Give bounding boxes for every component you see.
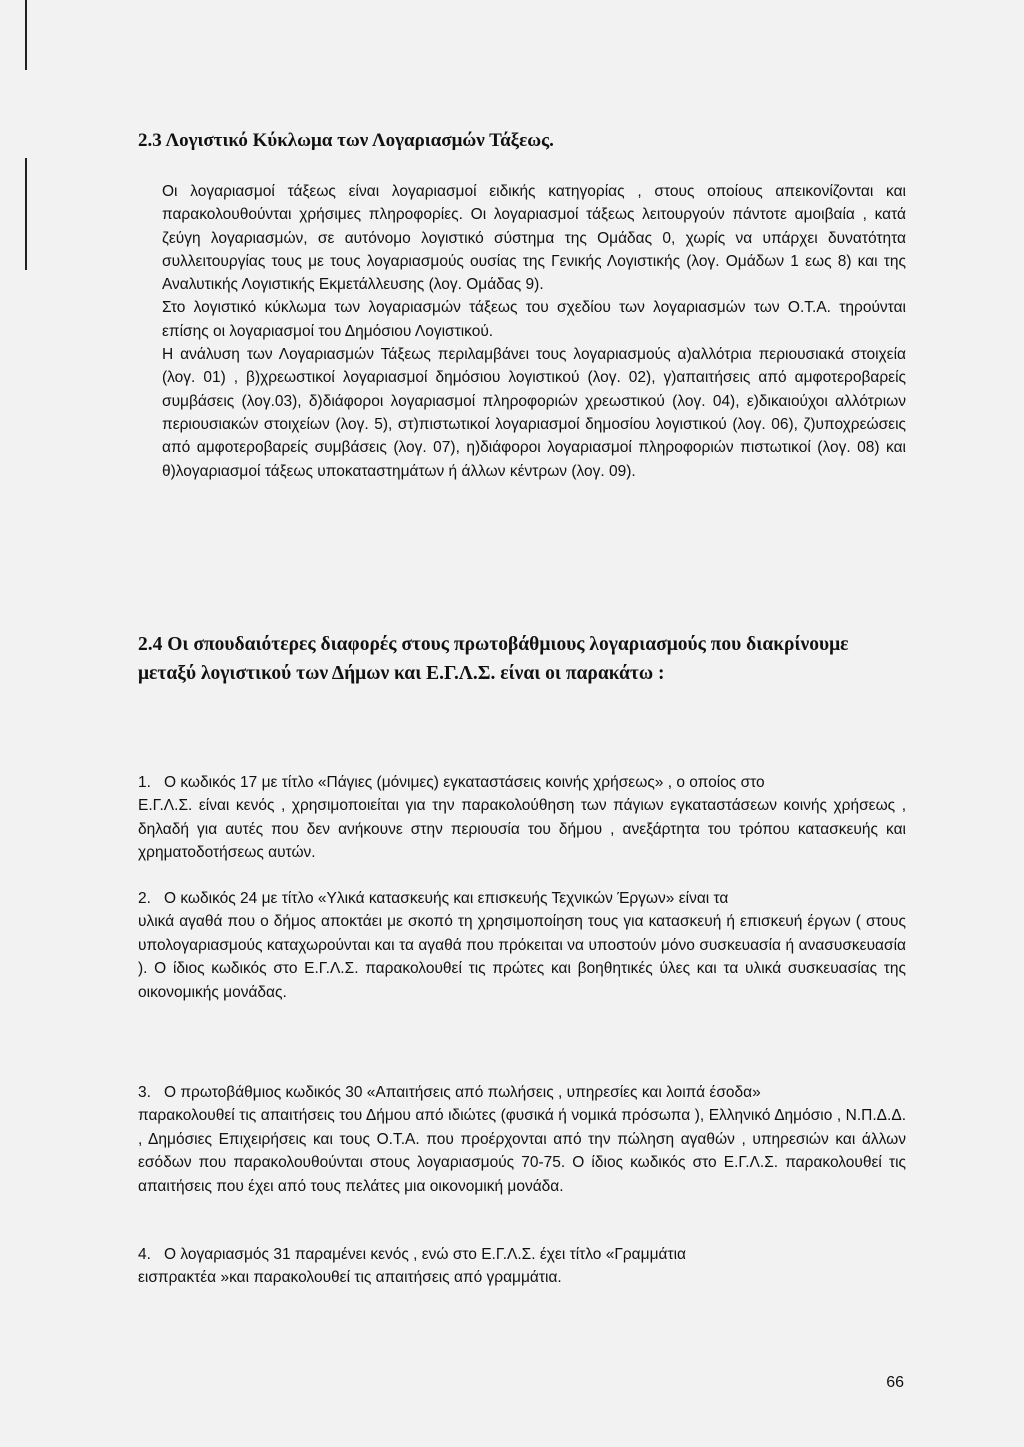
section-2-3-title: 2.3 Λογιστικό Κύκλωμα των Λογαριασμών Τάξεως. — [138, 130, 554, 151]
list-item — [138, 771, 906, 865]
paragraph: Στο λογιστικό κύκλωμα των λογαριασμών τάξεως του σχεδίου των λογαριασμών των Ο.Τ.Α. τηρούνται επίσης οι λογαριασμοί του Δημόσιου Λογιστικού. — [162, 299, 906, 340]
page-number: 66 — [886, 1374, 904, 1391]
list-item-text: παρακολουθεί τις απαιτήσεις του Δήμου από ιδιώτες (φυσικά ή νομικά πρόσωπα ), Ελληνικό Δημόσιο , Ν.Π.Δ.Δ. , Δημόσιες Επιχειρήσεις και τους Ο.Τ.Α. που προέρχονται από την πώληση αγαθών , υπηρεσιών και άλλων εσόδων που παρακολουθούνται στους λογαριασμούς 70-75. Ο ίδιος κωδικός στο Ε.Γ.Λ.Σ. παρακολουθεί τις απαιτήσεις που έχει από τους πελάτες μια οικονομική μονάδα. — [138, 1107, 906, 1195]
list-item — [138, 1243, 906, 1290]
list-item — [138, 1081, 906, 1198]
list-item-text: Ε.Γ.Λ.Σ. είναι κενός , χρησιμοποιείται για την παρακολούθηση των πάγιων εγκαταστάσεων κοινής χρήσεως , δηλαδή για αυτές που δεν ανήκουνε στην περιουσία του δήμου , ανεξάρτητα του τρόπου κατασκευής και χρηματοδοτήσεως αυτών. — [138, 797, 906, 862]
paragraph: Η ανάλυση των Λογαριασμών Τάξεως περιλαμβάνει τους λογαριασμούς α)αλλότρια περιουσιακά στοιχεία (λογ. 01) , β)χρεωστικοί λογαριασμοί δημόσιου λογιστικού (λογ. 02), γ)απαιτήσεις από αμφοτεροβαρείς συμβάσεις (λογ.03), δ)διάφοροι λογαριασμοί πληροφοριών χρεωστικού (λογ. 04), ε)δικαιούχοι αλλότριων περιουσιακών στοιχείων (λογ. 5), στ)πιστωτικοί λογαριασμοί δημοσίου λογιστικού (λογ. 06), ζ)υποχρεώσεις από αμφοτεροβαρείς συμβάσεις (λογ. 07), η)διάφοροι λογαριασμοί πληροφοριών πιστωτικοί (λογ. 08) και θ)λογαριασμοί τάξεως υποκαταστημάτων ή άλλων κέντρων (λογ. 09). — [162, 346, 906, 480]
list-item-first-line: Ο κωδικός 17 με τίτλο «Πάγιες (μόνιμες) εγκαταστάσεις κοινής χρήσεως» , ο οποίος στο — [164, 774, 765, 791]
list-number: 4. — [138, 1246, 151, 1263]
list-item-first-line: Ο πρωτοβάθμιος κωδικός 30 «Απαιτήσεις από πωλήσεις , υπηρεσίες και λοιπά έσοδα» — [164, 1084, 761, 1101]
paragraph: Οι λογαριασμοί τάξεως είναι λογαριασμοί ειδικής κατηγορίας , στους οποίους απεικονίζονται και παρακολουθούνται χρήσιμες πληροφορίες. Οι λογαριασμοί τάξεως λειτουργούν πάντοτε αμοιβαία , κατά ζεύγη λογαριασμών, σε αυτόνομο λογιστικό σύστημα της Ομάδας 0, χωρίς να υπάρχει δυνατότητα συλλειτουργίας τους με τους λογαριασμούς ουσίας της Γενικής Λογιστικής (λογ. Ομάδων 1 εως 8) και της Αναλυτικής Λογιστικής Εκμετάλλευσης (λογ. Ομάδας 9). — [162, 183, 906, 294]
list-item-first-line: Ο κωδικός 24 με τίτλο «Υλικά κατασκευής και επισκευής Τεχνικών Έργων» είναι τα — [164, 890, 729, 907]
list-item-text: υλικά αγαθά που ο δήμος αποκτάει με σκοπό τη χρησιμοποίηση τους για κατασκευή ή επισκευή έργων ( στους υπολογαριασμούς καταχωρούνται και τα αγαθά που πρόκειται να υποστούν μόνο συσκευασία ή ανασυσκευασία ). Ο ίδιος κωδικός στο Ε.Γ.Λ.Σ. παρακολουθεί τις πρώτες και βοηθητικές ύλες και τα υλικά συσκευασίας της οικονομικής μονάδας. — [138, 913, 906, 1001]
section-2-4-title: 2.4 Οι σπουδαιότερες διαφορές στους πρωτοβάθμιους λογαριασμούς που διακρίνουμε μεταξύ λογιστικού των Δήμων και Ε.Γ.Λ.Σ. είναι οι παρακάτω : — [138, 634, 849, 684]
list-item — [138, 887, 906, 1004]
list-number: 2. — [138, 890, 151, 907]
list-item-text: εισπρακτέα »και παρακολουθεί τις απαιτήσεις από γραμμάτια. — [138, 1269, 562, 1287]
list-number: 1. — [138, 774, 151, 791]
list-number: 3. — [138, 1084, 151, 1101]
list-item-first-line: Ο λογαριασμός 31 παραμένει κενός , ενώ στο Ε.Γ.Λ.Σ. έχει τίτλο «Γραμμάτια — [164, 1246, 686, 1263]
section-2-3-body — [138, 180, 906, 483]
